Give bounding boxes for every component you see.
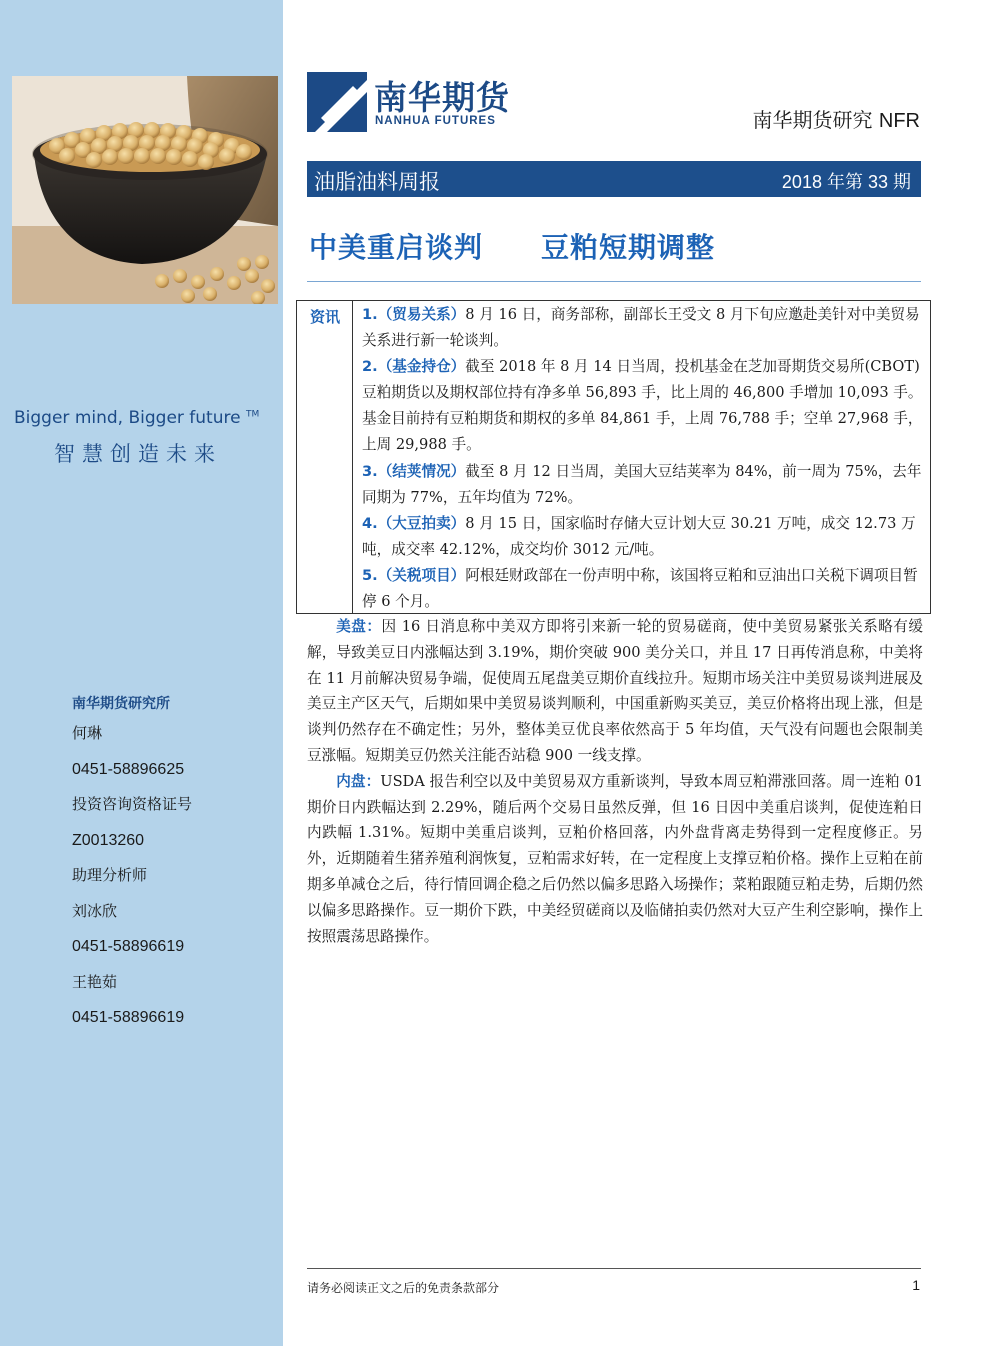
company-logo: [307, 72, 537, 134]
assistant-phone: 0451-58896619: [72, 1009, 185, 1026]
news-item-lead: 5.（关税项目）: [362, 566, 466, 584]
news-item-lead: 4.（大豆拍卖）: [362, 514, 466, 532]
soybean-bowl-photo: [12, 76, 278, 304]
analyst-phone: 0451-58896625: [72, 760, 185, 778]
footer-disclaimer: 请务必阅读正文之后的免责条款部分: [307, 1281, 500, 1295]
news-item-lead: 3.（结荚情况）: [362, 462, 466, 480]
paragraph-lead: 内盘：: [336, 772, 381, 790]
news-item: [362, 511, 924, 563]
news-label: 资讯: [310, 308, 341, 326]
assistant-name: 刘冰欣: [72, 901, 118, 920]
news-table: [296, 300, 931, 614]
news-item-text: 8 月 16 日，商务部称，副部长王受文 8 月下旬应邀赴美针对中美贸易关系进行新一轮谈判。: [362, 306, 920, 350]
news-label-cell: [297, 301, 353, 613]
license-number: Z0013260: [72, 831, 145, 849]
report-name: 油脂油料周报: [314, 170, 440, 194]
page-title: 中美重启谈判 豆粕短期调整: [309, 231, 716, 264]
slogan-chinese: 智慧创造未来: [54, 442, 222, 466]
soybean-bowl-illustration: [12, 76, 278, 304]
news-item-text: 截至 8 月 12 日当周，美国大豆结荚率为 84%，前一周为 75%，去年同期为 77%，五年均值为 72%。: [362, 462, 922, 506]
contact-block: [72, 692, 272, 1036]
news-item: [362, 459, 924, 511]
analyst-name: 何琳: [72, 724, 103, 742]
news-item-lead: 2.（基金持仓）: [362, 358, 466, 376]
logo-mark-icon: [307, 72, 367, 132]
assistant-label: 助理分析师: [72, 866, 148, 884]
research-brand-cn: 南华期货研究: [752, 108, 873, 132]
us-market-paragraph: [307, 614, 923, 769]
paragraph-lead: 美盘：: [336, 618, 382, 635]
license-label: 投资咨询资格证号: [72, 795, 193, 813]
news-item: [362, 302, 924, 354]
assistant-name: 王艳茹: [72, 972, 118, 991]
report-issue: 2018 年第 33 期: [781, 172, 911, 192]
report-banner: [307, 161, 921, 197]
news-items: [362, 302, 924, 615]
news-item-text: 截至 2018 年 8 月 14 日当周，投机基金在芝加哥期货交易所(CBOT)豆粕期货以及期权部位持有净多单 56,893 手，比上周的 46,800 手增加 10,093 手。基金目前持有豆粕期货和期权的多单 84,861 手，上周 76,788 手；空单 27,968 手，上周 29,988 手。: [362, 358, 923, 454]
title-divider: [307, 281, 921, 282]
slogan-english: Bigger mind, Bigger future ™: [14, 408, 260, 428]
assistant-phone: 0451-58896619: [72, 938, 185, 955]
news-item: [362, 563, 924, 615]
analysis-body: [307, 614, 923, 949]
logo-name-en: NANHUA FUTURES: [375, 115, 496, 127]
footer-divider: [307, 1268, 921, 1269]
contact-org: 南华期货研究所: [72, 696, 170, 712]
page-number: 1: [912, 1277, 920, 1293]
paragraph-text: USDA 报告利空以及中美贸易双方重新谈判，导致本周豆粕滞涨回落。周一连粕 01 期价日内跌幅达到 2.29%，随后两个交易日虽然反弹，但 16 日因中美重启谈判，促使连粕日内跌幅 1.31%。短期中美重启谈判，豆粕价格回落，内外盘背离走势得到一定程度修正。另外，近期随着生猪养殖利润恢复，豆粕需求好转，在一定程度上支撑豆粕价格。操作上豆粕在前期多单减仓之后，待行情回调企稳之后仍然以偏多思路入场操作；菜粕跟随豆粕走势，后期仍然以偏多思路操作。豆一期价下跌，中美经贸磋商以及临储拍卖仍然对大豆产生利空影响，操作上按照震荡思路操作。: [307, 772, 923, 945]
domestic-market-paragraph: [307, 769, 923, 950]
research-brand-en: NFR: [878, 110, 920, 132]
news-item: [362, 354, 924, 458]
logo-name-cn: 南华期货: [374, 78, 510, 117]
sidebar: [0, 0, 283, 1346]
news-item-lead: 1.（贸易关系）: [362, 306, 466, 323]
news-item-text: 阿根廷财政部在一份声明中称，该国将豆粕和豆油出口关税下调项目暂停 6 个月。: [362, 566, 918, 611]
paragraph-text: 因 16 日消息称中美双方即将引来新一轮的贸易磋商，使中美贸易紧张关系略有缓解，导致美豆日内涨幅达到 3.19%，期价突破 900 美分关口，并且 17 日再传消息称，中美将在 11 月前解决贸易争端，促使周五尾盘美豆期价直线拉升。短期市场关注中美贸易谈判进展及美豆主产区天气，后期如果中美贸易谈判顺利，中国重新购买美豆，美豆价格将出现上涨，但是谈判仍然存在不确定性；另外，整体美豆优良率依然高于 5 年均值，天气没有问题也会限制美豆涨幅。短期美豆仍然关注能否站稳 900 一线支撑。: [307, 618, 923, 764]
news-item-text: 8 月 15 日，国家临时存储大豆计划大豆 30.21 万吨，成交 12.73 万吨，成交率 42.12%，成交均价 3012 元/吨。: [362, 514, 916, 558]
research-brand: [753, 104, 920, 133]
